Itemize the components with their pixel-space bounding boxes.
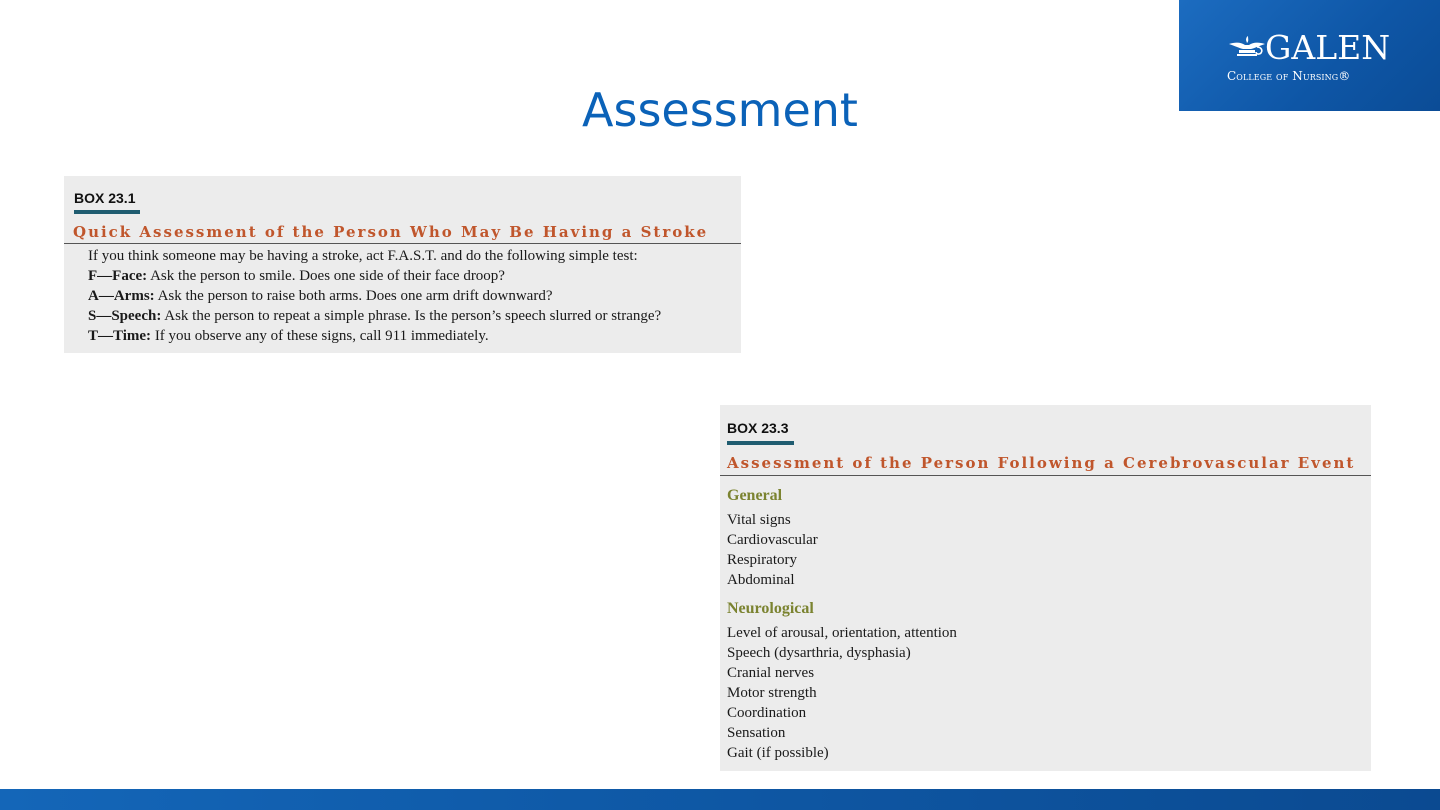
box-intro: If you think someone may be having a stroke, act F.A.S.T. and do the following simple test: xyxy=(88,248,638,264)
list-item: Coordination xyxy=(727,705,807,721)
box-23-3 xyxy=(720,405,1371,771)
box-content xyxy=(727,486,957,763)
box-label-bar xyxy=(74,210,140,214)
section-title-general: General xyxy=(727,487,783,504)
list-item: Sensation xyxy=(727,725,786,741)
list-item: S—Speech: Ask the person to repeat a simple phrase. Is the person’s speech slurred or strange? xyxy=(88,308,662,324)
list-item: Abdominal xyxy=(727,572,795,588)
lamp-icon xyxy=(1227,36,1267,62)
list-item: T—Time: If you observe any of these signs, call 911 immediately. xyxy=(88,328,489,344)
list-item: Gait (if possible) xyxy=(727,745,829,761)
box-label: BOX 23.3 xyxy=(727,420,789,436)
list-item: Level of arousal, orientation, attention xyxy=(727,625,957,641)
box-heading: Quick Assessment of the Person Who May Be Having a Stroke xyxy=(73,223,709,241)
box-heading-rule xyxy=(64,243,741,244)
box-label: BOX 23.1 xyxy=(74,190,136,206)
section-title-neurological: Neurological xyxy=(727,600,814,617)
box-heading: Assessment of the Person Following a Cerebrovascular Event xyxy=(727,454,1356,472)
list-item: Respiratory xyxy=(727,552,797,568)
box-label-bar xyxy=(727,441,794,445)
box-heading-rule xyxy=(720,475,1371,476)
list-item: Vital signs xyxy=(727,512,791,528)
list-item: Cranial nerves xyxy=(727,665,815,681)
page-title: Assessment xyxy=(582,83,858,137)
box-23-1 xyxy=(64,176,741,353)
list-item: Cardiovascular xyxy=(727,532,818,548)
brand-name: GALEN xyxy=(1265,28,1391,67)
box-content xyxy=(88,246,661,346)
list-item: F—Face: Ask the person to smile. Does one side of their face droop? xyxy=(88,268,505,284)
footer-bar xyxy=(0,789,1440,810)
list-item: A—Arms: Ask the person to raise both arms. Does one arm drift downward? xyxy=(88,288,553,304)
list-item: Motor strength xyxy=(727,685,817,701)
brand-subtitle: College of Nursing® xyxy=(1227,69,1351,83)
list-item: Speech (dysarthria, dysphasia) xyxy=(727,645,911,661)
